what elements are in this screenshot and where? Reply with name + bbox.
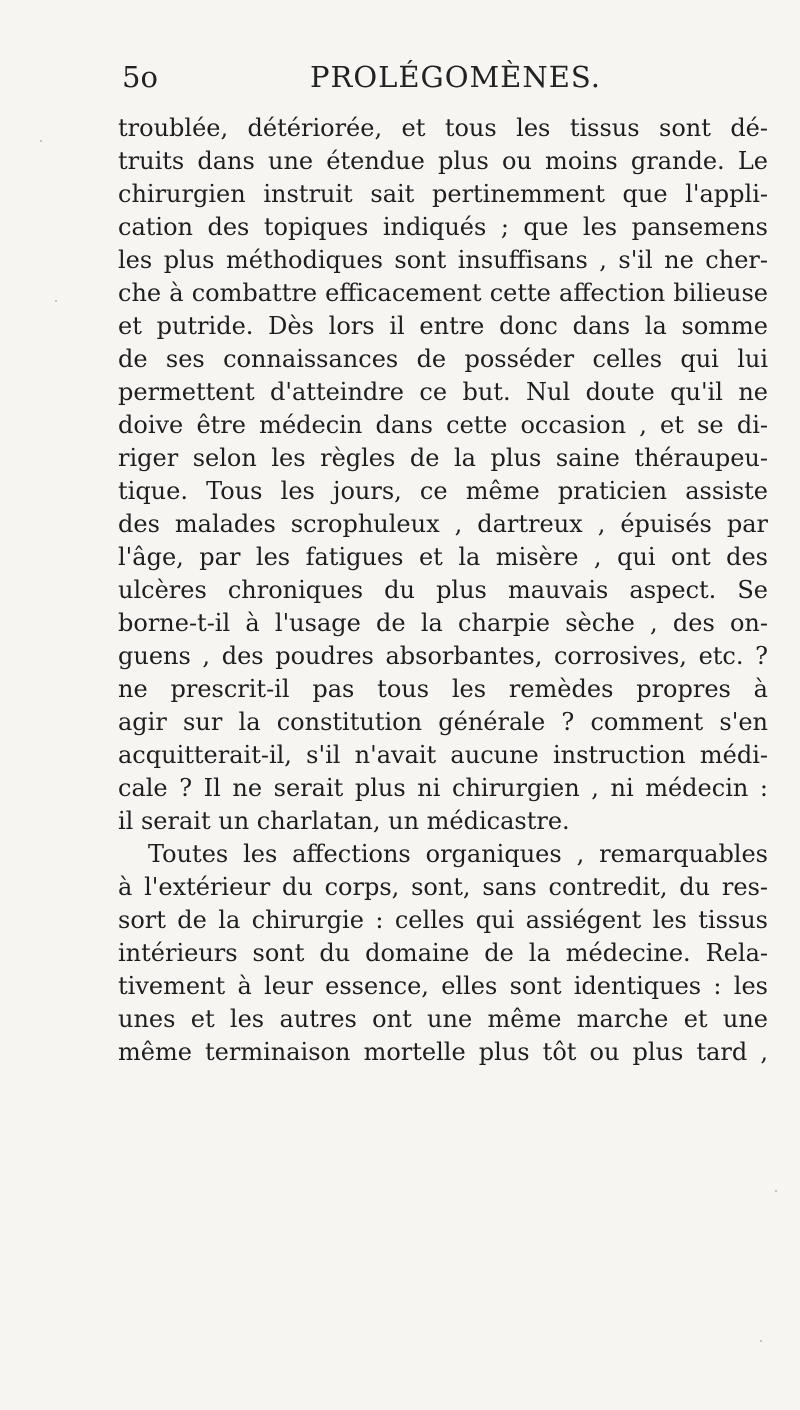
- text-line: l'âge, par les fatigues et la misère , qui ont des: [118, 543, 768, 571]
- text-line: même terminaison mortelle plus tôt ou plus tard ,: [118, 1038, 768, 1066]
- text-line: troublée, détériorée, et tous les tissus sont dé-: [118, 114, 768, 142]
- body-text: [118, 112, 768, 1069]
- text-line: chirurgien instruit sait pertinemment que l'appli-: [118, 180, 768, 208]
- running-title: PROLÉGOMÈNES.: [310, 60, 601, 94]
- text-line: permettent d'atteindre ce but. Nul doute qu'il ne: [118, 378, 768, 406]
- paper-speck: [775, 1190, 777, 1192]
- text-line: tique. Tous les jours, ce même praticien assiste: [118, 477, 768, 505]
- text-line: sort de la chirurgie : celles qui assiégent les tissus: [118, 906, 768, 934]
- text-line: borne-t-il à l'usage de la charpie sèche , des on-: [118, 609, 768, 637]
- text-line: des malades scrophuleux , dartreux , épuisés par: [118, 510, 768, 538]
- text-line: et putride. Dès lors il entre donc dans la somme: [118, 312, 768, 340]
- text-line: tivement à leur essence, elles sont identiques : les: [118, 972, 768, 1000]
- text-line: truits dans une étendue plus ou moins grande. Le: [118, 147, 768, 175]
- paper-speck: [760, 1340, 762, 1342]
- text-line: agir sur la constitution générale ? comment s'en: [118, 708, 768, 736]
- text-line: unes et les autres ont une même marche et une: [118, 1005, 768, 1033]
- text-line: intérieurs sont du domaine de la médecine. Rela-: [118, 939, 768, 967]
- text-line-paragraph-start: Toutes les affections organiques , remarquables: [148, 840, 768, 868]
- text-line: les plus méthodiques sont insuffisans , s'il ne cher-: [118, 246, 768, 274]
- text-line: riger selon les règles de la plus saine théraupeu-: [118, 444, 768, 472]
- text-line: cation des topiques indiqués ; que les pansemens: [118, 213, 768, 241]
- text-line: ne prescrit-il pas tous les remèdes propres à: [118, 675, 768, 703]
- paper-speck: [40, 140, 42, 142]
- text-line: che à combattre efficacement cette affection bilieuse: [118, 279, 768, 307]
- text-line: doive être médecin dans cette occasion , et se di-: [118, 411, 768, 439]
- page-header: [110, 60, 710, 104]
- text-line: acquitterait-il, s'il n'avait aucune instruction médi-: [118, 741, 768, 769]
- text-line: à l'extérieur du corps, sont, sans contredit, du res-: [118, 873, 768, 901]
- text-line: cale ? Il ne serait plus ni chirurgien , ni médecin :: [118, 774, 768, 802]
- text-line-paragraph-end: il serait un charlatan, un médicastre.: [118, 807, 570, 835]
- text-line: ulcères chroniques du plus mauvais aspect. Se: [118, 576, 768, 604]
- text-line: de ses connaissances de posséder celles qui lui: [118, 345, 768, 373]
- paper-speck: [55, 300, 57, 302]
- page-number: 5o: [122, 60, 158, 94]
- text-line: guens , des poudres absorbantes, corrosives, etc. ?: [118, 642, 768, 670]
